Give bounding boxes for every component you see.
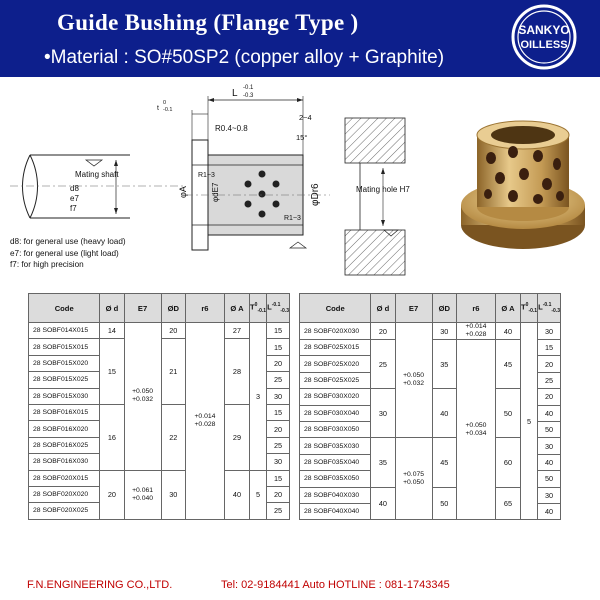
code-cell: 28 SOBF020X030 bbox=[300, 323, 371, 340]
value-cell: 27 bbox=[224, 323, 249, 339]
value-cell: 30 bbox=[538, 438, 561, 454]
value-cell: 20 bbox=[267, 421, 290, 437]
svg-text:0: 0 bbox=[163, 100, 167, 106]
col-L: $L^{-0.1}_{-0.3}$ bbox=[267, 294, 290, 323]
svg-text:-0.3: -0.3 bbox=[243, 93, 254, 99]
header-cell: Ø A bbox=[495, 294, 520, 323]
value-cell: 20 bbox=[100, 470, 124, 519]
value-cell: 21 bbox=[161, 339, 185, 405]
value-cell: 29 bbox=[224, 404, 249, 470]
code-cell: 28 SOBF030X020 bbox=[300, 389, 371, 405]
col-r6: r6 bbox=[185, 294, 224, 323]
value-cell: 25 bbox=[267, 503, 290, 519]
legend-e7: e7: for general use (light load) bbox=[10, 248, 119, 258]
code-cell: 28 SOBF025X020 bbox=[300, 356, 371, 372]
col-code: Code bbox=[29, 294, 100, 323]
value-cell: 15 bbox=[267, 323, 290, 339]
value-cell: 40 bbox=[538, 405, 561, 421]
col-A: Ø A bbox=[224, 294, 249, 323]
value-cell: 40 bbox=[371, 487, 395, 520]
bushing-photo bbox=[461, 121, 585, 249]
table-row bbox=[300, 323, 561, 340]
header-cell: $L^{-0.1}_{-0.3}$ bbox=[538, 294, 561, 323]
chamfer-note: 2~4 bbox=[299, 113, 312, 122]
code-cell: 28 SOBF025X015 bbox=[300, 340, 371, 356]
col-D: ØD bbox=[161, 294, 185, 323]
value-cell: 40 bbox=[224, 470, 249, 519]
value-cell: 14 bbox=[100, 323, 124, 339]
value-cell: 30 bbox=[267, 388, 290, 404]
value-cell: 45 bbox=[495, 340, 520, 389]
code-cell: 28 SOBF015X030 bbox=[29, 388, 100, 404]
value-cell: 25 bbox=[267, 372, 290, 388]
code-cell: 28 SOBF015X025 bbox=[29, 372, 100, 388]
value-cell: 30 bbox=[432, 323, 456, 340]
code-cell: 28 SOBF035X050 bbox=[300, 471, 371, 487]
table-header-row bbox=[300, 294, 561, 323]
value-cell: 45 bbox=[432, 438, 456, 487]
code-cell: 28 SOBF035X040 bbox=[300, 454, 371, 470]
code-cell: 28 SOBF035X030 bbox=[300, 438, 371, 454]
value-cell: 28 bbox=[224, 339, 249, 405]
value-cell: 40 bbox=[495, 323, 520, 340]
col-d: Ø d bbox=[100, 294, 124, 323]
footer-contact: Tel: 02-9184441 Auto HOTLINE : 081-1743345 bbox=[221, 579, 450, 591]
value-cell: 22 bbox=[161, 404, 185, 470]
value-cell: 20 bbox=[267, 355, 290, 371]
value-cell: 30 bbox=[161, 470, 185, 519]
value-cell: 30 bbox=[371, 389, 395, 438]
value-cell: 50 bbox=[538, 421, 561, 437]
header-cell: ØD bbox=[432, 294, 456, 323]
value-cell: 20 bbox=[371, 323, 395, 340]
value-cell: 35 bbox=[432, 340, 456, 389]
value-cell: 25 bbox=[267, 437, 290, 453]
value-cell: 16 bbox=[100, 404, 124, 470]
value-cell: 25 bbox=[538, 372, 561, 388]
header-cell: Ø d bbox=[371, 294, 395, 323]
value-cell: 40 bbox=[538, 454, 561, 470]
value-cell: 50 bbox=[495, 389, 520, 438]
value-cell: 20 bbox=[267, 486, 290, 502]
mating-shaft bbox=[10, 155, 185, 218]
value-cell: 30 bbox=[538, 323, 561, 340]
value-cell: 15 bbox=[267, 339, 290, 355]
fit-e7: e7 bbox=[70, 194, 79, 203]
code-cell: 28 SOBF014X015 bbox=[29, 323, 100, 339]
code-cell: 28 SOBF040X040 bbox=[300, 503, 371, 519]
svg-text:SANKYO: SANKYO bbox=[518, 23, 570, 37]
radius-note-c: R1~3 bbox=[284, 215, 301, 222]
value-cell: 20 bbox=[161, 323, 185, 339]
mating-hole bbox=[345, 118, 410, 275]
value-cell: 20 bbox=[538, 389, 561, 405]
value-cell: +0.050 +0.034 bbox=[456, 340, 495, 520]
value-cell: 15 bbox=[538, 340, 561, 356]
radius-note-a: R0.4~0.8 bbox=[215, 124, 248, 133]
page-title: Guide Bushing (Flange Type ) bbox=[57, 10, 359, 35]
svg-text:OILLESS: OILLESS bbox=[520, 39, 568, 51]
code-cell: 28 SOBF015X015 bbox=[29, 339, 100, 355]
value-cell: +0.075 +0.050 bbox=[395, 438, 432, 520]
value-cell: 50 bbox=[538, 471, 561, 487]
col-e7: E7 bbox=[124, 294, 161, 323]
dim-length: L bbox=[232, 88, 238, 99]
value-cell: +0.014 +0.028 bbox=[456, 323, 495, 340]
legend-d8: d8: for general use (heavy load) bbox=[10, 237, 126, 246]
code-cell: 28 SOBF016X015 bbox=[29, 404, 100, 420]
svg-text:-0.1: -0.1 bbox=[243, 85, 254, 91]
value-cell: 20 bbox=[538, 356, 561, 372]
fit-d8: d8 bbox=[70, 184, 79, 193]
dim-phi-dr6: φDr6 bbox=[310, 183, 321, 206]
header-cell: $T^0_{-0.1}$ bbox=[521, 294, 538, 323]
code-cell: 28 SOBF020X020 bbox=[29, 486, 100, 502]
bushing-section bbox=[157, 85, 330, 250]
value-cell: +0.014 +0.028 bbox=[185, 323, 224, 520]
radius-note-b: R1~3 bbox=[198, 172, 215, 179]
code-cell: 28 SOBF030X050 bbox=[300, 421, 371, 437]
value-cell: +0.050 +0.032 bbox=[395, 323, 432, 438]
code-cell: 28 SOBF016X025 bbox=[29, 437, 100, 453]
value-cell: 40 bbox=[538, 503, 561, 519]
code-cell: 28 SOBF020X025 bbox=[29, 503, 100, 519]
shaft-label: Mating shaft bbox=[75, 170, 119, 179]
value-cell: 40 bbox=[432, 389, 456, 438]
table-row bbox=[29, 323, 290, 339]
svg-text:-0.1: -0.1 bbox=[163, 107, 173, 113]
value-cell: 35 bbox=[371, 438, 395, 487]
value-cell: 15 bbox=[267, 470, 290, 486]
value-cell: 30 bbox=[267, 454, 290, 470]
table-row bbox=[29, 470, 290, 486]
value-cell: 65 bbox=[495, 487, 520, 520]
spec-table-left bbox=[28, 293, 290, 520]
value-cell: +0.050 +0.032 bbox=[124, 323, 161, 471]
value-cell: 5 bbox=[521, 323, 538, 520]
value-cell: 25 bbox=[371, 340, 395, 389]
code-cell: 28 SOBF030X040 bbox=[300, 405, 371, 421]
spec-table-right bbox=[299, 293, 561, 520]
fit-f7: f7 bbox=[70, 204, 77, 213]
table-header-row bbox=[29, 294, 290, 323]
value-cell: 15 bbox=[267, 404, 290, 420]
hole-label: Mating hole H7 bbox=[356, 185, 410, 194]
value-cell: 60 bbox=[495, 438, 520, 487]
svg-text:t: t bbox=[157, 105, 159, 112]
fit-legend bbox=[10, 236, 126, 271]
header-cell: E7 bbox=[395, 294, 432, 323]
value-cell: 30 bbox=[538, 487, 561, 503]
code-cell: 28 SOBF016X030 bbox=[29, 454, 100, 470]
value-cell: 5 bbox=[250, 470, 267, 519]
value-cell: +0.061 +0.040 bbox=[124, 470, 161, 519]
code-cell: 28 SOBF025X025 bbox=[300, 372, 371, 388]
sankyo-oilless-logo bbox=[502, 4, 586, 71]
code-cell: 28 SOBF016X020 bbox=[29, 421, 100, 437]
value-cell: 15 bbox=[100, 339, 124, 405]
value-cell: 3 bbox=[250, 323, 267, 471]
material-line: •Material : SO#50SP2 (copper alloy + Graphite) bbox=[44, 47, 445, 68]
header-cell: r6 bbox=[456, 294, 495, 323]
value-cell: 50 bbox=[432, 487, 456, 520]
angle-note: 15° bbox=[296, 133, 308, 142]
code-cell: 28 SOBF020X015 bbox=[29, 470, 100, 486]
dim-phi-a: φA bbox=[178, 186, 188, 198]
code-cell: 28 SOBF015X020 bbox=[29, 355, 100, 371]
code-cell: 28 SOBF040X030 bbox=[300, 487, 371, 503]
footer-company: F.N.ENGINEERING CO.,LTD. bbox=[27, 579, 173, 591]
header-cell: Code bbox=[300, 294, 371, 323]
dim-phi-de7: φdE7 bbox=[211, 182, 220, 202]
legend-f7: f7: for high precision bbox=[10, 260, 84, 269]
col-T: $T^0_{-0.1}$ bbox=[250, 294, 267, 323]
